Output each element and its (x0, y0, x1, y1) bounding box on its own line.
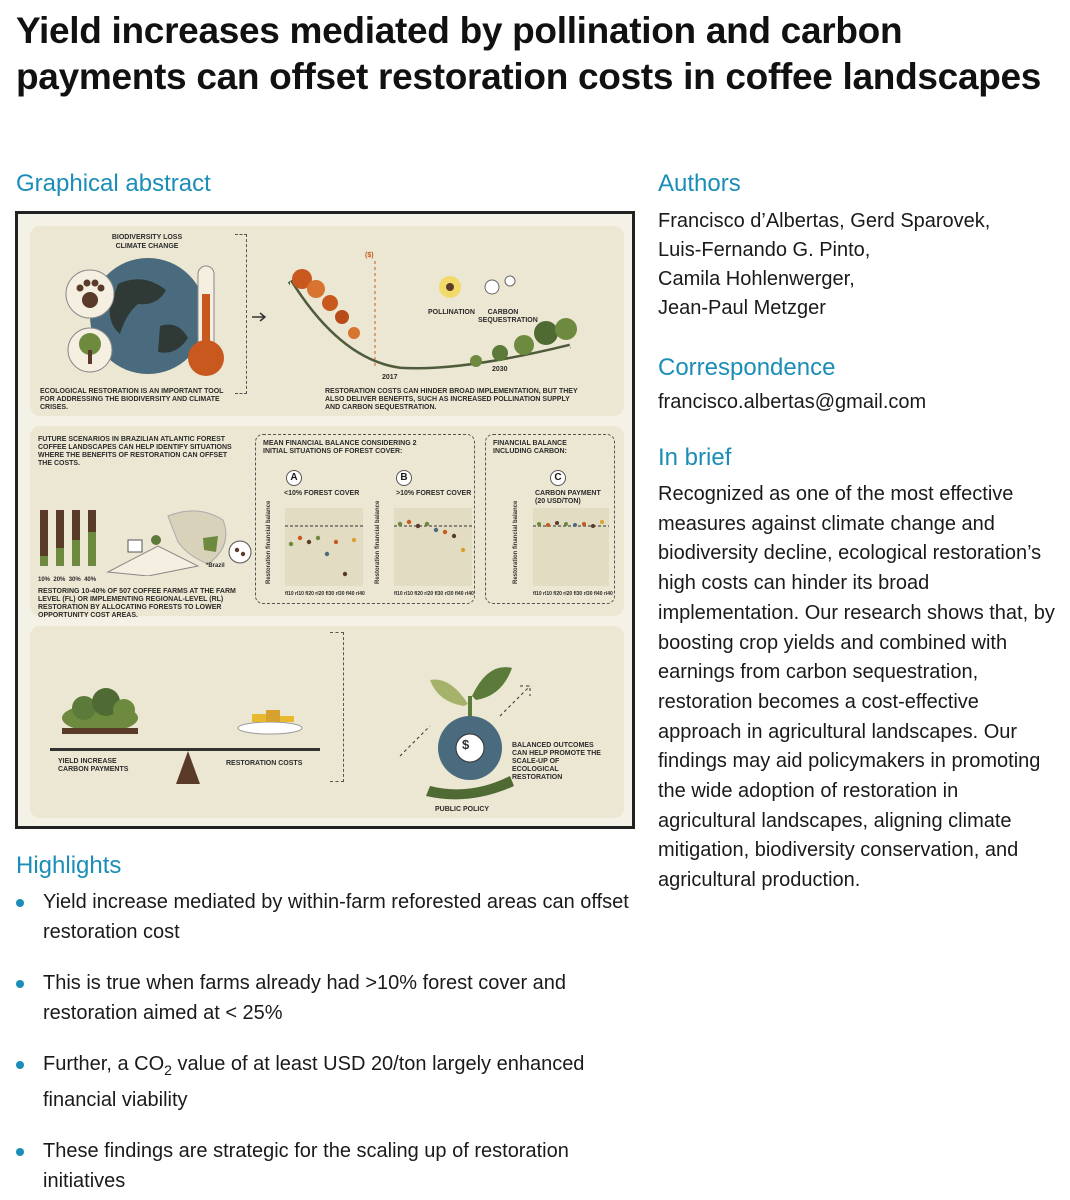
bar-label-40: 40% (84, 577, 97, 583)
chart-b-plot (394, 508, 472, 586)
paw-toe-1 (77, 285, 84, 292)
in-brief-heading: In brief (658, 444, 732, 471)
year-2017: 2017 (382, 374, 398, 381)
chart-c-point (537, 522, 541, 526)
dollar-sign-icon: $ (462, 737, 470, 752)
chart-c-point (546, 523, 550, 527)
carbon-payments-label: CARBON PAYMENTS (58, 766, 129, 773)
chart-b-point (452, 534, 456, 538)
chart-b-letter: B (396, 470, 412, 486)
public-policy-illustration (390, 656, 540, 806)
chart-a-point (307, 540, 311, 544)
bracket-divider-2 (330, 632, 344, 782)
highlight-text: Yield increase mediated by within-farm reforested areas can offset restoration cost (43, 891, 629, 943)
chart-a-point (289, 542, 293, 546)
coin-stack-1 (252, 714, 266, 722)
author-line: Jean-Paul Metzger (658, 297, 826, 319)
mean-balance-title: MEAN FINANCIAL BALANCE CONSIDERING 2 INITIAL SITUATIONS OF FOREST COVER: (263, 440, 417, 455)
paw-toe-2 (84, 280, 91, 287)
highlight-item (16, 1049, 636, 1115)
panel-future-scenarios (30, 426, 624, 619)
pollination-label: POLLINATION (428, 309, 475, 316)
bracket-divider (235, 234, 247, 394)
year-2030: 2030 (492, 366, 508, 373)
chart-a-ylabel: Restoration financial balance (266, 500, 272, 584)
bar-30-forest (72, 540, 80, 566)
bar-10-forest (40, 556, 48, 566)
orange-tree-2 (307, 280, 325, 298)
chart-b-points (394, 508, 472, 586)
carbon-balance-title: FINANCIAL BALANCE INCLUDING CARBON: (493, 440, 567, 455)
paw-toe-4 (98, 285, 105, 292)
balance-fulcrum (176, 751, 200, 784)
bar-label-20: 20% (53, 577, 66, 583)
chart-a-letter: A (286, 470, 302, 486)
green-tree-3 (514, 335, 534, 355)
chart-b-point (434, 528, 438, 532)
green-tree-2 (492, 345, 508, 361)
highlight-text: This is true when farms already had >10% forest cover and restoration aimed at < 25% (43, 972, 567, 1024)
chart-a-xticks: fl10 rl10 fl20 rl20 fl30 rl30 fl40 rl40 (285, 591, 365, 597)
chart-a-point (343, 572, 347, 576)
correspondence-heading: Correspondence (658, 354, 836, 381)
climate-change-label: CLIMATE CHANGE (115, 243, 179, 250)
orange-tree-3 (322, 295, 338, 311)
o2-bubble (505, 276, 515, 286)
farm-house (128, 540, 142, 552)
brazil-label: *Brazil (206, 563, 225, 569)
restoration-costs-label: RESTORATION COSTS (226, 760, 303, 767)
dollar-coin (456, 734, 484, 762)
bar-label-10: 10% (38, 577, 51, 583)
correspondence-email[interactable]: francisco.albertas@gmail.com (658, 391, 927, 413)
graphical-abstract-heading: Graphical abstract (16, 170, 211, 197)
dollar-tag: ($) (365, 252, 374, 259)
chart-b-point (407, 520, 411, 524)
authors-list (658, 207, 1058, 323)
bullet-icon (16, 980, 24, 988)
panel1-left-caption: ECOLOGICAL RESTORATION IS AN IMPORTANT TOOL FOR ADDRESSING THE BIODIVERSITY AND CLIMATE CRISES. (40, 388, 224, 411)
chart-c-point (573, 523, 577, 527)
bullet-icon (16, 1061, 24, 1069)
thermometer-bulb (188, 340, 224, 376)
graphical-abstract-figure (15, 211, 635, 829)
forest-base (62, 728, 138, 734)
highlight-text-rest: value of at least USD 20/ton largely enhanced financial viability (43, 1053, 585, 1111)
green-tree-1 (470, 355, 482, 367)
chart-a-point (316, 536, 320, 540)
chart-a-point (298, 536, 302, 540)
orange-tree-5 (348, 327, 360, 339)
bar-label-30: 30% (68, 577, 81, 583)
dashed-arrow-left (400, 726, 430, 756)
co2-bubble (485, 280, 499, 294)
chart-b-subtitle: >10% FOREST COVER (396, 490, 472, 497)
chart-c-ylabel: Restoration financial balance (513, 500, 519, 584)
paw-pad (82, 292, 98, 308)
chart-b-point (416, 524, 420, 528)
green-tree-4 (534, 321, 558, 345)
chart-b-point (425, 522, 429, 526)
biodiversity-loss-label: BIODIVERSITY LOSS (111, 234, 183, 241)
yield-increase-label: YIELD INCREASE (58, 758, 117, 765)
coffee-bean-1 (235, 548, 239, 552)
chart-c-point (564, 522, 568, 526)
earth-thermometer-illustration (48, 254, 238, 379)
farm-tree (151, 535, 161, 545)
panel-restoration-context (30, 226, 624, 416)
coin-stack-3 (280, 716, 294, 722)
chart-a-point (325, 552, 329, 556)
chart-b-point (443, 530, 447, 534)
bar-40-forest (88, 532, 96, 566)
chart-c-letter: C (550, 470, 566, 486)
chart-c-plot (533, 508, 609, 586)
tree-trunk (88, 350, 92, 364)
highlight-item (16, 887, 636, 947)
orange-tree-4 (335, 310, 349, 324)
chart-c-xticks: fl10 rl10 fl20 rl20 fl30 rl30 fl40 rl40 (533, 591, 613, 597)
chart-b-ylabel: Restoration financial balance (375, 500, 381, 584)
chart-a-point (334, 540, 338, 544)
author-line: Camila Hohlenwerger, (658, 268, 855, 290)
chart-a-point (352, 538, 356, 542)
carbon-sequestration-label: CARBON SEQUESTRATION (478, 309, 538, 324)
author-line: Francisco d’Albertas, Gerd Sparovek, (658, 210, 991, 232)
chart-c-subtitle: CARBON PAYMENT (20 USD/TON) (535, 490, 601, 505)
highlights-heading: Highlights (16, 852, 122, 879)
chart-c-point (600, 520, 604, 524)
arrow-right-icon (252, 311, 272, 323)
coin-plate (238, 722, 302, 734)
authors-heading: Authors (658, 170, 741, 197)
highlight-text: Further, a CO (43, 1053, 165, 1075)
coffee-beans-circle (229, 541, 251, 563)
panel-balanced-outcomes (30, 626, 624, 818)
highlight-item (16, 1136, 636, 1196)
public-policy-label: PUBLIC POLICY (435, 806, 490, 813)
chart-c-point (555, 521, 559, 525)
sprout-leaf-right (472, 667, 512, 700)
co2-subscript: 2 (164, 1062, 172, 1078)
coin-stack-2 (266, 710, 280, 722)
chart-a-points (285, 508, 363, 586)
brazil-atlantic-forest (203, 536, 218, 552)
balance-beam (50, 748, 320, 751)
bullet-icon (16, 899, 24, 907)
balanced-outcomes-text: BALANCED OUTCOMES CAN HELP PROMOTE THE SCALE-UP OF ECOLOGICAL RESTORATION (512, 742, 601, 781)
in-brief-text: Recognized as one of the most effective measures against climate change and biodiversity decline, ecological restoration’s high costs can hinder its broad implementation. Our research shows that, by boosting crop yields and combined with earnings from carbon sequestration, restoration becomes a cost-effective approach in agricultural landscapes. Our findings may aid policymakers in promoting the wide adoption of restoration in agricultural landscapes, aligning climate mitigation, biodiversity conservation, and agricultural production. (658, 483, 1055, 892)
restoring-caption: RESTORING 10-40% OF 507 COFFEE FARMS AT THE FARM LEVEL (FL) OR IMPLEMENTING REGIONAL-LEVEL (RL) RESTORATION BY ALLOCATING FORESTS TO LOWER OPPORTUNITY COST AREAS. (38, 588, 236, 619)
paper-title: Yield increases mediated by pollination and carbon payments can offset restoration costs in coffee landscapes (16, 10, 1042, 97)
chart-a-subtitle: <10% FOREST COVER (284, 490, 360, 497)
chart-c-points (533, 508, 609, 586)
bar-labels (38, 576, 96, 584)
highlights-list (16, 887, 636, 1200)
chart-c-point (582, 522, 586, 526)
paw-toe-3 (92, 280, 99, 287)
chart-c-point (591, 524, 595, 528)
chart-b-point (398, 522, 402, 526)
green-tree-5 (555, 318, 577, 340)
chart-a-plot (285, 508, 363, 586)
author-line: Luis-Fernando G. Pinto, (658, 239, 871, 261)
bar-20-forest (56, 548, 64, 566)
panel1-right-caption: RESTORATION COSTS CAN HINDER BROAD IMPLEMENTATION, BUT THEY ALSO DELIVER BENEFITS, SUCH AS INCREASED POLLINATION SUPPLY AND CARBON SEQUESTRATION. (325, 388, 578, 411)
bee-icon (446, 283, 454, 291)
sprout-leaf-left (430, 680, 468, 707)
scenarios-intro-text: FUTURE SCENARIOS IN BRAZILIAN ATLANTIC FOREST COFFEE LANDSCAPES CAN HELP IDENTIFY SITUATIONS WHERE THE BENEFITS OF RESTORATION CAN OFFSET THE COSTS. (38, 436, 232, 467)
forest-tree-3 (113, 699, 135, 721)
chart-b-point (461, 548, 465, 552)
farm-field (108, 546, 198, 576)
highlight-text: These findings are strategic for the scaling up of restoration initiatives (43, 1140, 569, 1192)
dashed-arrow-right-icon (500, 686, 530, 716)
coffee-bean-2 (241, 552, 245, 556)
chart-b-xticks: fl10 rl10 fl20 rl20 fl30 rl30 fl40 rl40 (394, 591, 474, 597)
bullet-icon (16, 1148, 24, 1156)
highlight-item (16, 968, 636, 1028)
